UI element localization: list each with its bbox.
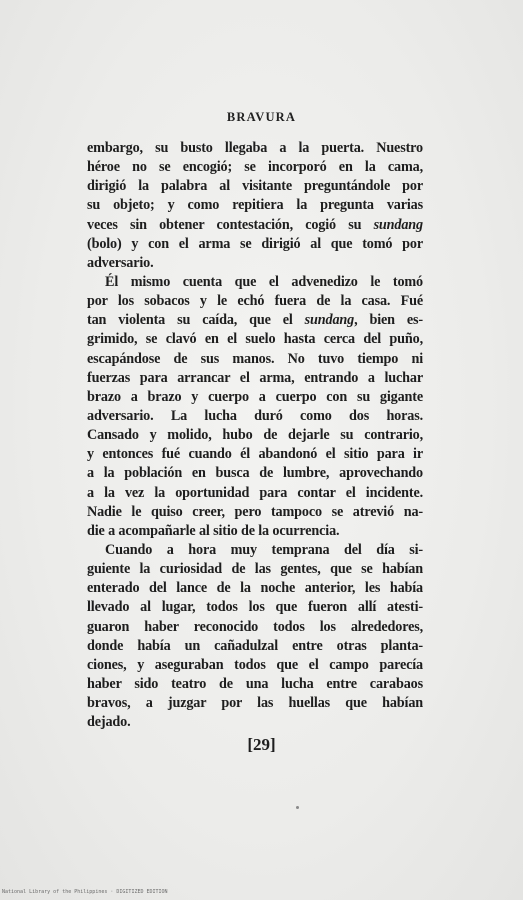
text-line: y entonces fué cuando él abandonó el sitio para ir	[87, 446, 423, 463]
text-line: bravos, a juzgar por las huellas que habían	[87, 695, 423, 712]
text-line: ciones, y aseguraban todos que el campo parecía	[87, 656, 423, 673]
page-number: [29]	[247, 735, 276, 754]
text-line: tan violenta su caída, que el sundang, bien es-	[87, 312, 423, 329]
paper-speck	[296, 806, 299, 809]
text-line: donde había un cañadulzal entre otras planta-	[87, 637, 423, 654]
text-line: fuerzas para arrancar el arma, entrando a luchar	[87, 369, 423, 386]
text-line: veces sin obtener contestación, cogió su sundang	[87, 216, 423, 233]
text-line: adversario. La lucha duró como dos horas.	[87, 407, 423, 424]
text-line: llevado al lugar, todos los que fueron allí atesti-	[87, 599, 423, 616]
text-line: die a acompañarle al sitio de la ocurrencia.	[87, 522, 340, 539]
text-line: grimido, se clavó en el suelo hasta cerca del puño,	[87, 331, 423, 348]
text-line: su objeto; y como repitiera la pregunta varias	[87, 197, 423, 214]
text-line: dirigió la palabra al visitante preguntándole por	[87, 178, 423, 195]
text-line: por los sobacos y le echó fuera de la casa. Fué	[87, 293, 423, 310]
text-line: Él mismo cuenta que el advenedizo le tomó	[105, 273, 423, 290]
text-line: guaron haber reconocido todos los alrededores,	[87, 618, 423, 635]
text-line: escapándose de sus manos. No tuvo tiempo ni	[87, 350, 423, 367]
text-line: adversario.	[87, 254, 154, 271]
running-head: BRAVURA	[226, 110, 297, 124]
text-line: (bolo) y con el arma se dirigió al que tomó por	[87, 235, 423, 252]
text-line: Nadie le quiso creer, pero tampoco se atrevió na-	[87, 503, 423, 520]
text-line: héroe no se encogió; se incorporó en la cama,	[87, 159, 423, 176]
text-line: guiente la curiosidad de las gentes, que se habían	[87, 561, 423, 578]
text-line: Cansado y molido, hubo de dejarle su contrario,	[87, 427, 423, 444]
text-line: haber sido teatro de una lucha entre carabaos	[87, 675, 423, 692]
text-line: a la vez la oportunidad para contar el incidente.	[87, 484, 423, 501]
text-line: embargo, su busto llegaba a la puerta. Nuestro	[87, 140, 423, 156]
library-footer-note: National Library of the Philippines · DIGITIZED EDITION	[2, 889, 168, 895]
text-line: Cuando a hora muy temprana del día si-	[105, 541, 423, 558]
text-line: enterado del lance de la noche anterior, les había	[87, 580, 423, 597]
body-text	[87, 139, 423, 732]
text-line: a la población en busca de lumbre, aprovechando	[87, 465, 423, 482]
text-line: brazo a brazo y cuerpo a cuerpo con su gigante	[87, 388, 423, 405]
text-line: dejado.	[87, 714, 131, 731]
